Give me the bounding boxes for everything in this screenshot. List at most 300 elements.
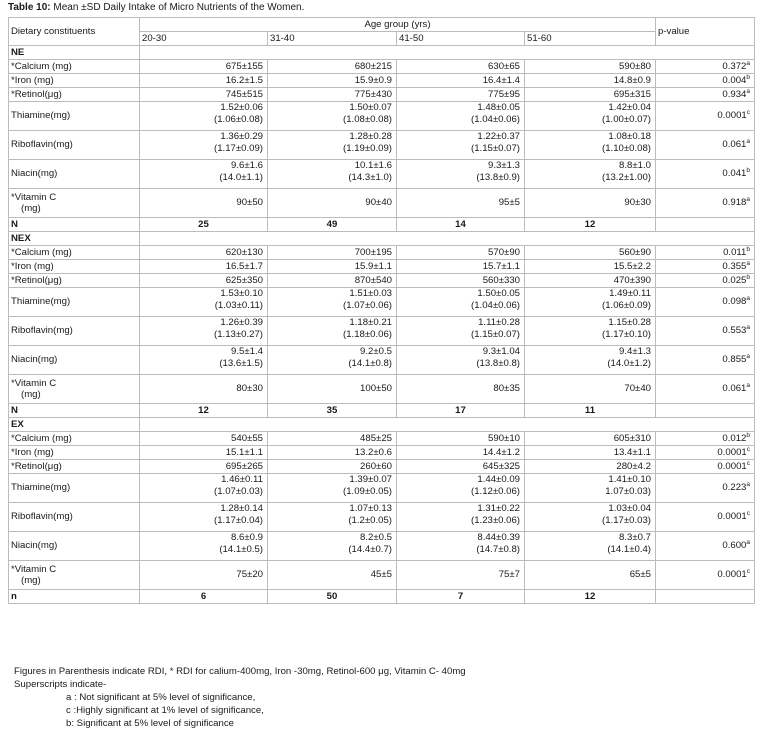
mean-sd-value: 1.26±0.39	[220, 317, 263, 328]
row-label-text: *Retinol(μg)	[11, 274, 62, 286]
n-pvalue-empty	[656, 590, 755, 604]
value-cell	[397, 561, 525, 590]
row-label	[9, 503, 140, 532]
value-cell	[140, 474, 268, 503]
rdi-value: (1.17±0.04)	[214, 514, 263, 526]
n-count: 35	[268, 404, 397, 418]
pvalue: 0.061	[722, 383, 747, 395]
significance-superscript: b	[746, 431, 750, 439]
row-label-text: *Vitamin C	[11, 377, 57, 389]
value-cell	[397, 88, 525, 102]
rdi-value: (1.12±0.06)	[471, 485, 520, 497]
mean-sd-value: 15.7±1.1	[482, 260, 520, 272]
n-count-row	[9, 590, 755, 604]
rdi-value: (13.8±0.9)	[476, 171, 520, 183]
mean-sd-value: 1.18±0.21	[349, 317, 392, 328]
header-age-2: 31-40	[268, 32, 397, 46]
mean-sd-value: 1.28±0.28	[349, 131, 392, 142]
value-cell	[525, 102, 656, 131]
table-row	[9, 131, 755, 160]
table-row	[9, 274, 755, 288]
mean-sd-value: 485±25	[360, 432, 392, 444]
table-row	[9, 246, 755, 260]
value-cell	[397, 74, 525, 88]
significance-superscript: c	[746, 459, 750, 467]
pvalue-cell	[656, 246, 755, 260]
row-label	[9, 131, 140, 160]
table-row	[9, 317, 755, 346]
mean-sd-value: 1.53±0.10	[220, 288, 263, 299]
mean-sd-value: 1.50±0.05	[477, 288, 520, 299]
pvalue-cell	[656, 446, 755, 460]
n-label: N	[9, 218, 140, 232]
mean-sd-value: 1.28±0.14	[220, 503, 263, 514]
row-label	[9, 160, 140, 189]
significance-superscript: b	[746, 73, 750, 81]
table-row	[9, 446, 755, 460]
n-label: N	[9, 404, 140, 418]
rdi-value: (1.17±0.03)	[602, 514, 651, 526]
value-cell	[525, 260, 656, 274]
rdi-value: (14.1±0.4)	[607, 543, 651, 555]
rdi-value: (1.07±0.03)	[214, 485, 263, 497]
rdi-value: (1.04±0.06)	[471, 113, 520, 125]
pvalue: 0.918	[722, 197, 747, 209]
significance-superscript: c	[746, 510, 750, 518]
value-cell	[525, 317, 656, 346]
value-cell	[397, 102, 525, 131]
table-row	[9, 74, 755, 88]
value-cell	[140, 131, 268, 160]
rdi-value: (13.6±1.5)	[219, 357, 263, 369]
mean-sd-value: 90±30	[624, 197, 651, 209]
table-row	[9, 346, 755, 375]
pvalue-cell	[656, 460, 755, 474]
significance-superscript: a	[746, 295, 750, 303]
table-row	[9, 561, 755, 590]
table-row	[9, 189, 755, 218]
row-label	[9, 74, 140, 88]
pvalue-cell	[656, 532, 755, 561]
rdi-value: (1.15±0.07)	[471, 142, 520, 154]
row-label	[9, 561, 140, 590]
n-count: 12	[525, 218, 656, 232]
table-row	[9, 102, 755, 131]
mean-sd-value: 1.44±0.09	[477, 474, 520, 485]
mean-sd-value: 8.6±0.9	[231, 532, 263, 543]
value-cell	[268, 432, 397, 446]
significance-superscript: a	[746, 382, 750, 390]
pvalue-cell	[656, 189, 755, 218]
row-label-text: *Calcium (mg)	[11, 432, 72, 444]
value-cell	[140, 74, 268, 88]
value-cell	[397, 460, 525, 474]
row-label-text: *Calcium (mg)	[11, 246, 72, 258]
mean-sd-value: 695±315	[613, 88, 651, 100]
pvalue-cell	[656, 474, 755, 503]
pvalue: 0.855	[722, 354, 747, 366]
rdi-value: (14.4±0.7)	[348, 543, 392, 555]
significance-superscript: a	[746, 324, 750, 332]
pvalue-cell	[656, 260, 755, 274]
value-cell	[140, 346, 268, 375]
mean-sd-value: 260±60	[360, 460, 392, 472]
pvalue-cell	[656, 102, 755, 131]
significance-superscript: a	[746, 353, 750, 361]
mean-sd-value: 9.3±1.04	[482, 346, 520, 357]
value-cell	[268, 561, 397, 590]
row-label	[9, 532, 140, 561]
value-cell	[268, 474, 397, 503]
value-cell	[268, 88, 397, 102]
header-age-4: 51-60	[525, 32, 656, 46]
mean-sd-value: 775±95	[488, 88, 520, 100]
row-label-text: *Iron (mg)	[11, 446, 54, 458]
value-cell	[140, 60, 268, 74]
mean-sd-value: 1.22±0.37	[477, 131, 520, 142]
rdi-value: (1.00±0.07)	[602, 113, 651, 125]
value-cell	[140, 317, 268, 346]
row-label-text: Riboflavin(mg)	[11, 325, 73, 337]
pvalue: 0.012	[722, 432, 747, 444]
table-footnotes	[14, 665, 466, 730]
mean-sd-value: 80±30	[236, 383, 263, 395]
micronutrient-table	[8, 17, 755, 604]
value-cell	[140, 246, 268, 260]
row-label-text: *Vitamin C	[11, 191, 57, 203]
row-label-text: Niacin(mg)	[11, 540, 58, 552]
rdi-value: (1.10±0.08)	[602, 142, 651, 154]
pvalue: 0.098	[722, 296, 747, 308]
mean-sd-value: 8.3±0.7	[619, 532, 651, 543]
footnote-rdi: Figures in Parenthesis indicate RDI, * RDI for calium-400mg, Iron -30mg, Retinol-600 μg, Vitamin C- 40mg	[14, 666, 466, 677]
value-cell	[525, 503, 656, 532]
mean-sd-value: 625±350	[225, 274, 263, 286]
footnote-c: c :Highly significant at 1% level of significance,	[66, 705, 264, 716]
mean-sd-value: 80±35	[493, 383, 520, 395]
row-label	[9, 274, 140, 288]
row-label	[9, 317, 140, 346]
mean-sd-value: 16.4±1.4	[482, 74, 520, 86]
value-cell	[525, 288, 656, 317]
pvalue: 0.372	[722, 60, 747, 72]
n-count: 50	[268, 590, 397, 604]
mean-sd-value: 16.5±1.7	[225, 260, 263, 272]
n-count: 7	[397, 590, 525, 604]
rdi-value: (13.2±1.00)	[602, 171, 651, 183]
mean-sd-value: 75±20	[236, 569, 263, 581]
header-pvalue: p-value	[656, 18, 755, 46]
footnote-superscripts: Superscripts indicate-	[14, 679, 107, 690]
table-row	[9, 60, 755, 74]
significance-superscript: a	[746, 87, 750, 95]
value-cell	[140, 260, 268, 274]
mean-sd-value: 10.1±1.6	[354, 160, 392, 171]
pvalue-cell	[656, 160, 755, 189]
rdi-value: (14.0±1.2)	[607, 357, 651, 369]
table-row	[9, 88, 755, 102]
row-label-text: *Retinol(μg)	[11, 460, 62, 472]
mean-sd-value: 590±10	[488, 432, 520, 444]
significance-superscript: a	[746, 59, 750, 67]
value-cell	[140, 288, 268, 317]
pvalue-cell	[656, 561, 755, 590]
rdi-value: (1.09±0.05)	[343, 485, 392, 497]
value-cell	[397, 532, 525, 561]
mean-sd-value: 9.5±1.4	[231, 346, 263, 357]
rdi-value: (14.0±1.1)	[219, 171, 263, 183]
pvalue-cell	[656, 60, 755, 74]
n-count: 6	[140, 590, 268, 604]
value-cell	[397, 160, 525, 189]
row-label	[9, 474, 140, 503]
footnote-a: a : Not significant at 5% level of significance,	[66, 692, 256, 703]
pvalue: 0.011	[723, 246, 747, 258]
rdi-value: (1.06±0.09)	[602, 299, 651, 311]
mean-sd-value: 70±40	[624, 383, 651, 395]
caption-label: Table 10:	[8, 2, 51, 13]
mean-sd-value: 14.4±1.2	[482, 446, 520, 458]
mean-sd-value: 1.51±0.03	[349, 288, 392, 299]
section-row	[9, 418, 755, 432]
row-label-unit: (mg)	[21, 389, 41, 400]
row-label	[9, 88, 140, 102]
mean-sd-value: 570±90	[488, 246, 520, 258]
value-cell	[525, 274, 656, 288]
value-cell	[268, 446, 397, 460]
mean-sd-value: 15.9±1.1	[354, 260, 392, 272]
pvalue-cell	[656, 288, 755, 317]
table-row	[9, 160, 755, 189]
rdi-value: (1.18±0.06)	[343, 328, 392, 340]
value-cell	[525, 460, 656, 474]
pvalue: 0.041	[722, 168, 747, 180]
pvalue: 0.004	[722, 74, 747, 86]
value-cell	[525, 131, 656, 160]
row-label	[9, 346, 140, 375]
row-label	[9, 432, 140, 446]
micronutrient-table-container	[8, 17, 754, 604]
mean-sd-value: 15.5±2.2	[613, 260, 651, 272]
mean-sd-value: 13.4±1.1	[613, 446, 651, 458]
row-label	[9, 60, 140, 74]
mean-sd-value: 95±5	[498, 197, 520, 209]
value-cell	[268, 60, 397, 74]
header-age-group: Age group (yrs)	[140, 18, 656, 32]
pvalue: 0.553	[722, 325, 747, 337]
row-label	[9, 260, 140, 274]
mean-sd-value: 1.48±0.05	[477, 102, 520, 113]
mean-sd-value: 1.41±0.10	[608, 474, 651, 485]
row-label-text: *Vitamin C	[11, 563, 57, 575]
mean-sd-value: 15.9±0.9	[354, 74, 392, 86]
pvalue: 0.025	[722, 274, 747, 286]
pvalue: 0.0001	[717, 446, 747, 458]
mean-sd-value: 560±330	[482, 274, 520, 286]
value-cell	[140, 160, 268, 189]
table-row	[9, 532, 755, 561]
value-cell	[525, 375, 656, 404]
row-label-text: *Iron (mg)	[11, 74, 54, 86]
n-count: 25	[140, 218, 268, 232]
footnote-b: b: Significant at 5% level of significance	[66, 718, 234, 729]
value-cell	[140, 88, 268, 102]
pvalue-cell	[656, 131, 755, 160]
row-label-unit: (mg)	[21, 203, 41, 214]
rdi-value: (1.07±0.06)	[343, 299, 392, 311]
mean-sd-value: 745±515	[225, 88, 263, 100]
value-cell	[268, 131, 397, 160]
mean-sd-value: 620±130	[225, 246, 263, 258]
section-name: EX	[9, 418, 140, 432]
rdi-value: 1.07±0.03)	[605, 485, 651, 497]
n-count: 12	[525, 590, 656, 604]
pvalue: 0.934	[722, 88, 747, 100]
value-cell	[397, 375, 525, 404]
rdi-value: (1.08±0.08)	[343, 113, 392, 125]
row-label-text: *Iron (mg)	[11, 260, 54, 272]
n-count-row	[9, 404, 755, 418]
value-cell	[525, 474, 656, 503]
value-cell	[268, 532, 397, 561]
value-cell	[268, 375, 397, 404]
pvalue: 0.355	[722, 260, 747, 272]
row-label	[9, 102, 140, 131]
value-cell	[268, 503, 397, 532]
pvalue: 0.223	[722, 482, 747, 494]
value-cell	[397, 60, 525, 74]
significance-superscript: c	[746, 109, 750, 117]
significance-superscript: c	[746, 568, 750, 576]
significance-superscript: c	[746, 445, 750, 453]
pvalue-cell	[656, 346, 755, 375]
mean-sd-value: 15.1±1.1	[225, 446, 263, 458]
value-cell	[140, 432, 268, 446]
significance-superscript: b	[746, 245, 750, 253]
pvalue: 0.061	[722, 139, 747, 151]
value-cell	[397, 503, 525, 532]
row-label-text: Riboflavin(mg)	[11, 139, 73, 151]
value-cell	[140, 375, 268, 404]
mean-sd-value: 45±5	[370, 569, 392, 581]
mean-sd-value: 8.8±1.0	[619, 160, 651, 171]
mean-sd-value: 695±265	[225, 460, 263, 472]
header-dietary: Dietary constituents	[9, 18, 140, 46]
mean-sd-value: 1.07±0.13	[349, 503, 392, 514]
mean-sd-value: 1.11±0.28	[478, 317, 520, 328]
value-cell	[397, 189, 525, 218]
table-row	[9, 503, 755, 532]
mean-sd-value: 630±65	[488, 60, 520, 72]
pvalue: 0.0001	[717, 460, 747, 472]
mean-sd-value: 680±215	[354, 60, 392, 72]
pvalue: 0.0001	[717, 569, 747, 581]
mean-sd-value: 590±80	[619, 60, 651, 72]
value-cell	[140, 189, 268, 218]
table-row	[9, 460, 755, 474]
mean-sd-value: 8.2±0.5	[360, 532, 392, 543]
value-cell	[397, 474, 525, 503]
value-cell	[397, 432, 525, 446]
value-cell	[397, 288, 525, 317]
value-cell	[525, 74, 656, 88]
rdi-value: (1.17±0.09)	[214, 142, 263, 154]
mean-sd-value: 540±55	[231, 432, 263, 444]
value-cell	[397, 131, 525, 160]
pvalue: 0.0001	[717, 110, 747, 122]
value-cell	[525, 246, 656, 260]
mean-sd-value: 1.15±0.28	[608, 317, 651, 328]
mean-sd-value: 75±7	[498, 569, 520, 581]
pvalue-cell	[656, 503, 755, 532]
value-cell	[397, 317, 525, 346]
section-name: NEX	[9, 232, 140, 246]
n-count: 49	[268, 218, 397, 232]
value-cell	[268, 460, 397, 474]
mean-sd-value: 1.36±0.29	[220, 131, 263, 142]
rdi-value: (14.1±0.8)	[348, 357, 392, 369]
value-cell	[268, 74, 397, 88]
value-cell	[140, 561, 268, 590]
rdi-value: (1.03±0.11)	[214, 299, 263, 311]
rdi-value: (1.17±0.10)	[602, 328, 651, 340]
row-label-text: Niacin(mg)	[11, 168, 58, 180]
mean-sd-value: 1.50±0.07	[349, 102, 392, 113]
significance-superscript: a	[746, 196, 750, 204]
value-cell	[140, 446, 268, 460]
n-count: 12	[140, 404, 268, 418]
rdi-value: (1.2±0.05)	[348, 514, 392, 526]
mean-sd-value: 560±90	[619, 246, 651, 258]
pvalue-cell	[656, 375, 755, 404]
value-cell	[525, 346, 656, 375]
mean-sd-value: 9.2±0.5	[360, 346, 392, 357]
section-row	[9, 232, 755, 246]
significance-superscript: a	[746, 138, 750, 146]
n-count: 17	[397, 404, 525, 418]
mean-sd-value: 675±155	[225, 60, 263, 72]
section-spacer	[140, 232, 755, 246]
value-cell	[268, 274, 397, 288]
mean-sd-value: 605±310	[613, 432, 651, 444]
value-cell	[268, 160, 397, 189]
mean-sd-value: 1.31±0.22	[477, 503, 520, 514]
mean-sd-value: 470±390	[613, 274, 651, 286]
value-cell	[525, 532, 656, 561]
table-row	[9, 375, 755, 404]
rdi-value: (14.7±0.8)	[476, 543, 520, 555]
value-cell	[140, 460, 268, 474]
table-row	[9, 260, 755, 274]
rdi-value: (1.19±0.09)	[343, 142, 392, 154]
row-label-text: Thiamine(mg)	[11, 482, 71, 494]
value-cell	[525, 160, 656, 189]
value-cell	[525, 60, 656, 74]
value-cell	[268, 246, 397, 260]
row-label	[9, 246, 140, 260]
pvalue-cell	[656, 432, 755, 446]
value-cell	[525, 561, 656, 590]
value-cell	[268, 189, 397, 218]
rdi-value: (1.04±0.06)	[471, 299, 520, 311]
section-name: NE	[9, 46, 140, 60]
section-spacer	[140, 418, 755, 432]
value-cell	[397, 346, 525, 375]
row-label-text: *Retinol(μg)	[11, 88, 62, 100]
mean-sd-value: 1.49±0.11	[609, 288, 651, 299]
pvalue-cell	[656, 317, 755, 346]
pvalue: 0.0001	[717, 511, 747, 523]
